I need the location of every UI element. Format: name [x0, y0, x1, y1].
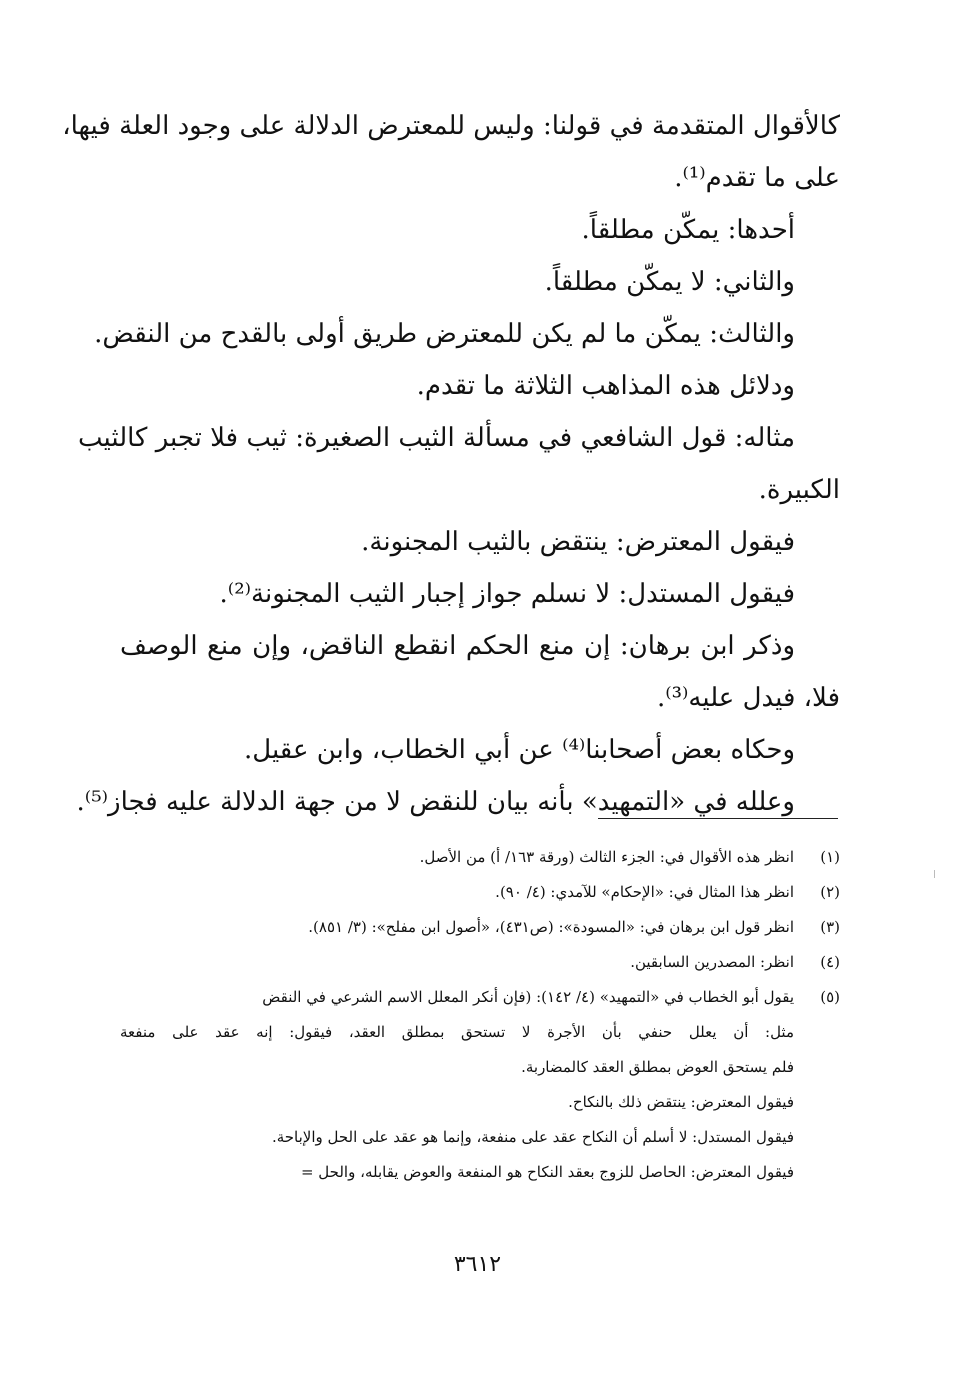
body-line-11: وذكر ابن برهان: إن منع الحكم انقطع الناقض، وإن منع الوصف — [120, 631, 795, 661]
footnote-5-line-2: مثل: أن يعلل حنفي بأن الأجرة لا تستحق بمطلق العقد، فيقول: إنه عقد على منفعة — [120, 1023, 794, 1041]
footnote-text: انظر قول ابن برهان في: «المسودة»: (ص٤٣١)، «أصول ابن مفلح»: (٣/ ٨٥١). — [308, 918, 794, 936]
body-line-3: أحدها: يمكّن مطلقاً. — [581, 215, 795, 245]
footnote-number: (٢) — [820, 883, 840, 901]
body-line-14: وعلله في «التمهيد» بأنه بيان للنقض لا من جهة الدلالة عليه فجاز⁽⁵⁾. — [76, 787, 795, 817]
footnote-text: انظر هذه الأقوال في: الجزء الثالث (ورقة ١٦٣/ أ) من الأصل. — [419, 848, 794, 866]
body-line-13: وحكاه بعض أصحابنا⁽⁴⁾ عن أبي الخطاب، وابن عقيل. — [244, 735, 795, 765]
footnote-5-line-6: فيقول المعترض: الحاصل للزوج بعقد النكاح هو المنفعة والعوض يقابله، والحل = — [300, 1163, 794, 1181]
footnote-number: (١) — [820, 848, 840, 866]
body-line-2: على ما تقدم⁽¹⁾. — [674, 163, 840, 193]
footnote-1 — [120, 840, 840, 875]
body-line-1: كالأقوال المتقدمة في قولنا: وليس للمعترض الدلالة على وجود العلة فيها، — [62, 111, 840, 141]
footnote-number: (٤) — [820, 953, 840, 971]
footnote-number: (٥) — [820, 988, 840, 1006]
body-line-5: والثالث: يمكّن ما لم يكن للمعترض طريق أولى بالقدح من النقض. — [94, 319, 795, 349]
margin-mark — [934, 870, 935, 878]
footnote-5-line-3: فلم يستحق العوض بمطلق العقد كالمضاربة. — [521, 1058, 794, 1076]
body-line-7: مثاله: قول الشافعي في مسألة الثيب الصغيرة: ثيب فلا تجبر كالثيب — [77, 423, 795, 453]
footnote-text: انظر: المصدرين السابقين. — [630, 953, 794, 971]
body-line-9: فيقول المعترض: ينتقض بالثيب المجنونة. — [361, 527, 795, 557]
body-line-10: فيقول المستدل: لا نسلم جواز إجبار الثيب المجنونة⁽²⁾. — [219, 579, 795, 609]
footnote-3 — [120, 910, 840, 945]
page-number: ٣٦١٢ — [453, 1252, 502, 1277]
footnote-5-line-4: فيقول المعترض: ينتقض ذلك بالنكاح. — [568, 1093, 794, 1111]
footnote-separator — [598, 818, 838, 819]
footnote-4 — [120, 945, 840, 980]
body-line-12: فلا، فيدل عليه⁽³⁾. — [656, 683, 840, 713]
footnote-text: انظر هذا المثال في: «الإحكام» للآمدي: (٤/ ٩٠). — [495, 883, 794, 901]
main-text — [62, 100, 840, 828]
footnote-2 — [120, 875, 840, 910]
body-line-8: الكبيرة. — [758, 475, 840, 505]
footnote-text: يقول أبو الخطاب في «التمهيد» (٤/ ١٤٢): (فإن أنكر المعلل الاسم الشرعي في النقض — [262, 988, 794, 1006]
footnote-5 — [120, 980, 840, 1015]
footnotes — [120, 840, 840, 1190]
body-line-4: والثاني: لا يمكّن مطلقاً. — [544, 267, 795, 297]
footnote-5-line-5: فيقول المستدل: لا أسلم أن النكاح عقد على منفعة، وإنما هو عقد على الحل والإباحة. — [271, 1128, 794, 1146]
body-line-6: ودلائل هذه المذاهب الثلاثة ما تقدم. — [416, 371, 795, 401]
footnote-number: (٣) — [820, 918, 840, 936]
